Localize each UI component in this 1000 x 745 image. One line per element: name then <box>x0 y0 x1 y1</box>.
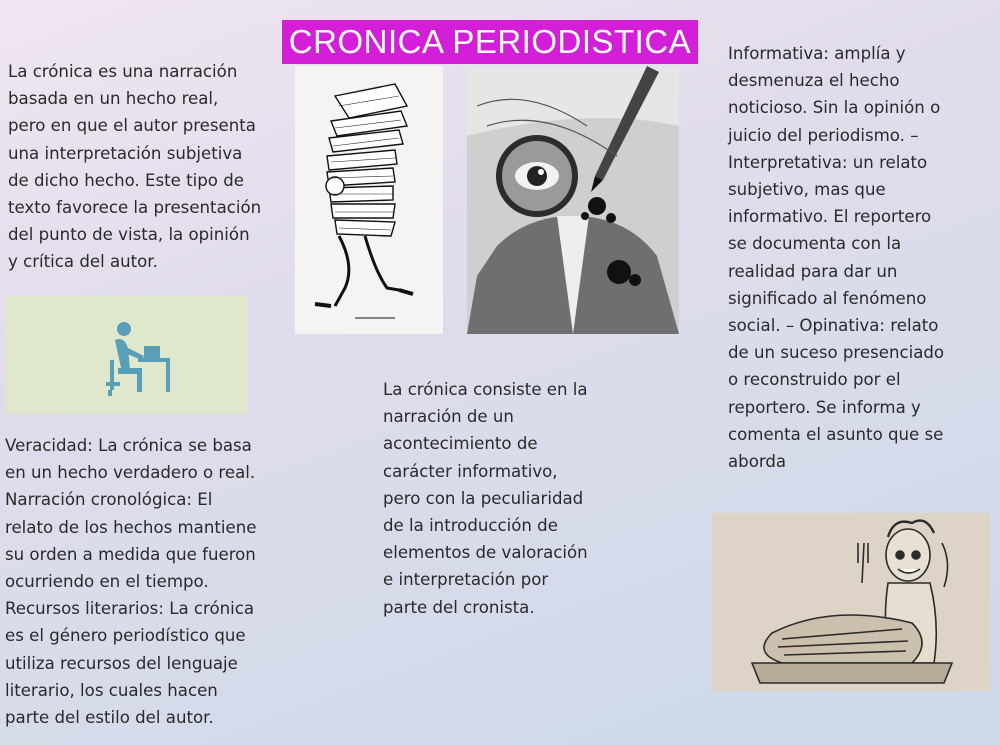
characteristics-text: Veracidad: La crónica se basa en un hecho verdadero o real. Narración cronológica: El relato de los hechos mantiene su orden a medida que fueron ocurriendo en el tiempo. Recursos literarios: La crónica es el género periodístico que utiliza recursos del lenguaje literario, los cuales hacen parte del estilo del autor. <box>5 436 257 728</box>
page-title: CRONICA PERIODISTICA <box>282 20 698 64</box>
papers-cartoon-image <box>295 66 443 334</box>
intro-text: La crónica es una narración basada en un hecho real, pero en que el autor presenta una interpretación subjetiva de dicho hecho. Este tipo de texto favorece la presentación del punto de vista, la opinión y crítica del autor. <box>8 62 262 272</box>
paper-eater-cartoon <box>712 513 990 691</box>
types-text: Informativa: amplía y desmenuza el hecho noticioso. Sin la opinión o juicio del periodismo. – Interpretativa: un relato subjetivo, mas que informativo. El reportero se documenta con la realidad para dar un significado al fenómeno social. – Opinativa: relato de un suceso presenciado o reconstruido por el reportero. Se informa y comenta el asunto que se aborda <box>728 44 945 472</box>
definition-text: La crónica consiste en la narración de un acontecimiento de carácter informativo, pero con la peculiaridad de la introducción de elementos de valoración e interpretación por parte del cronista. <box>383 380 588 617</box>
person-at-desk-icon <box>6 296 248 414</box>
eye-pen-illustration <box>467 66 679 334</box>
